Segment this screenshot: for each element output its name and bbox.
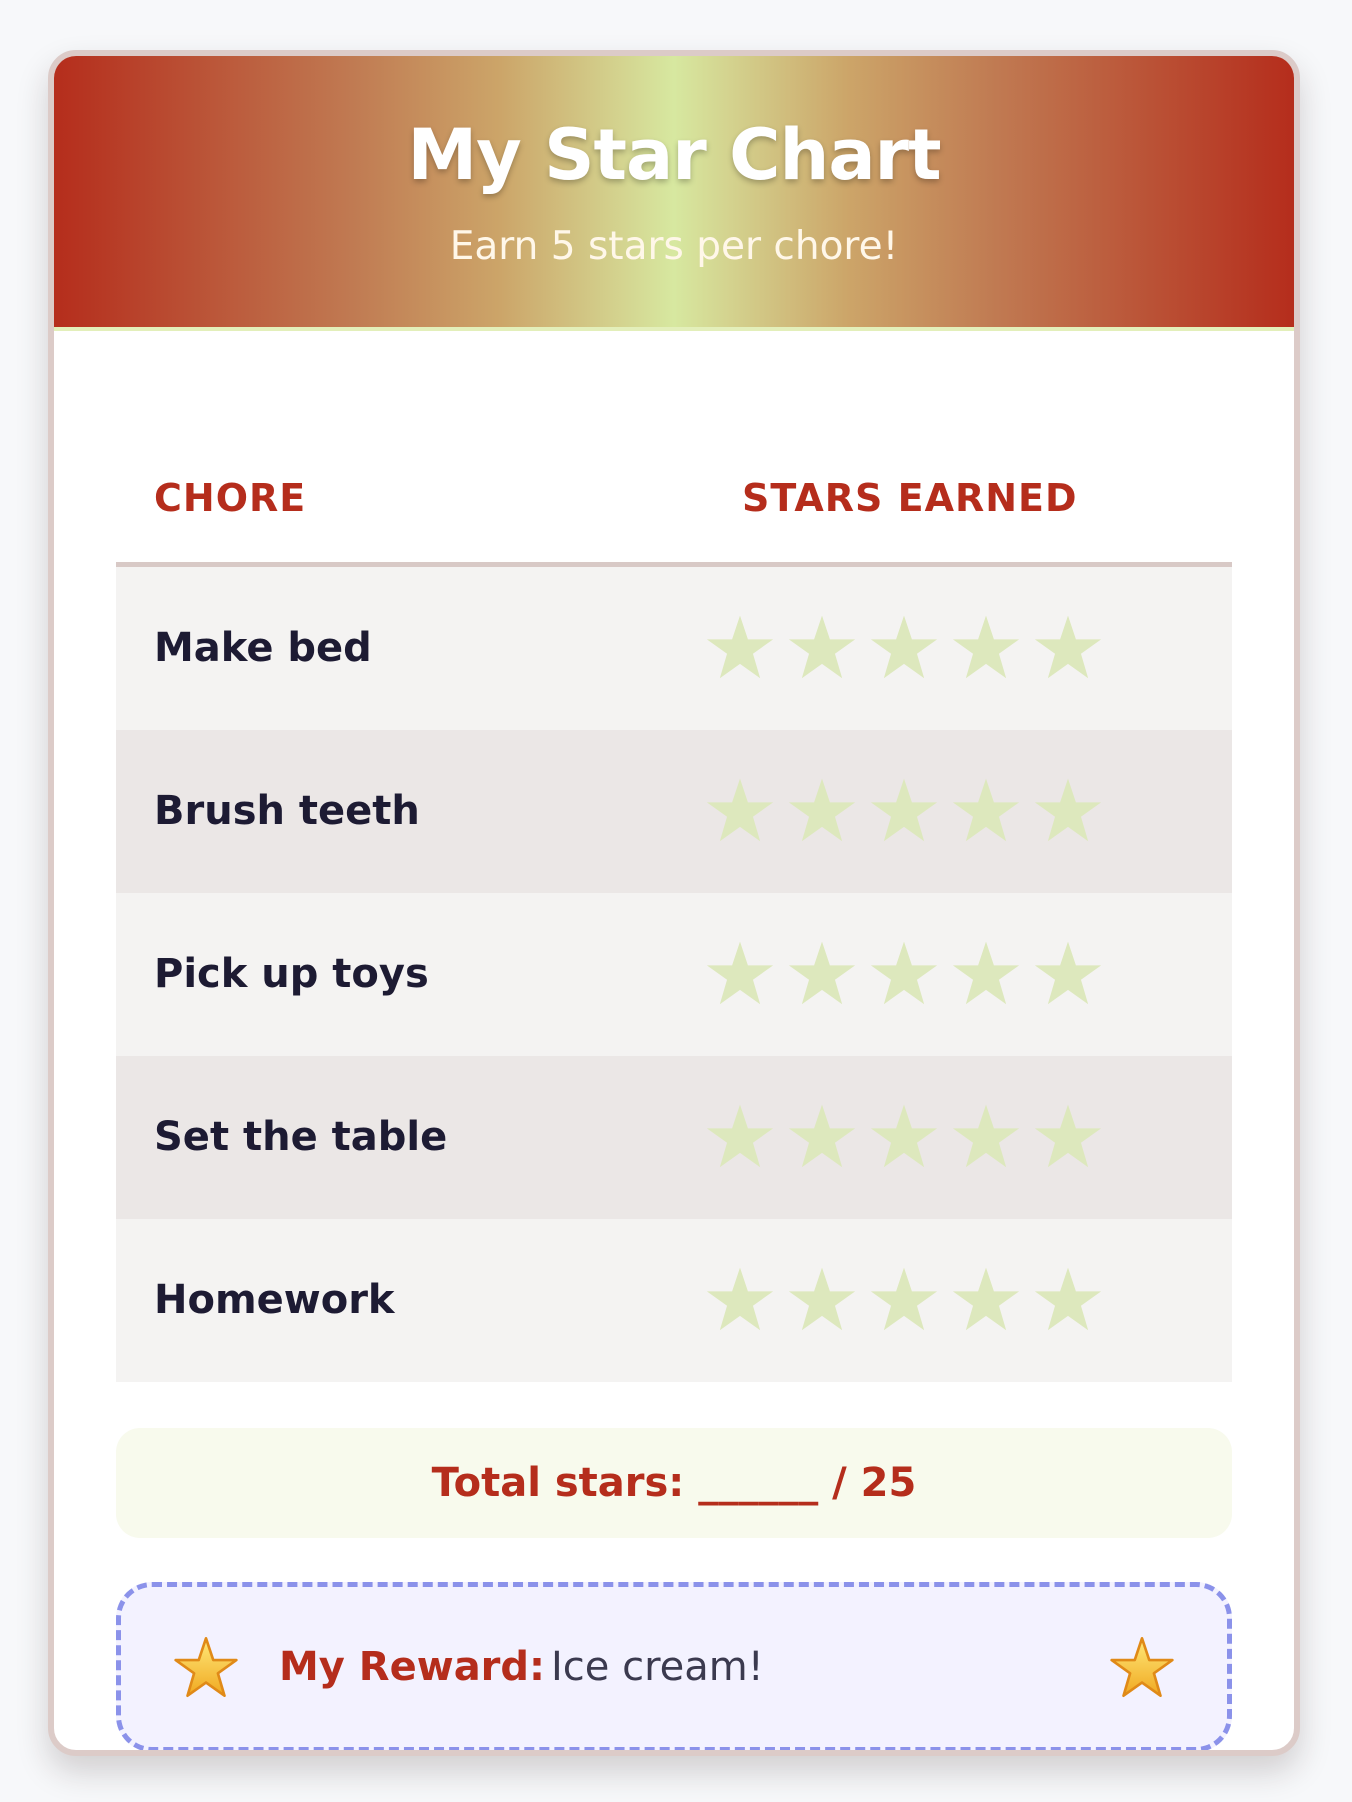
chore-name: Make bed — [154, 625, 372, 671]
star-icon[interactable] — [950, 1101, 1022, 1173]
star-icon[interactable] — [704, 612, 776, 684]
total-stars: Total stars: ______ / 25 — [116, 1428, 1232, 1538]
table-header — [116, 421, 1232, 567]
star-chart-card — [48, 50, 1300, 1756]
chore-table — [116, 567, 1232, 1382]
page-title: My Star Chart — [407, 114, 941, 196]
star-icon[interactable] — [950, 1264, 1022, 1336]
star-icon[interactable] — [704, 1264, 776, 1336]
star-rating — [704, 612, 1104, 684]
star-icon[interactable] — [786, 775, 858, 847]
chore-name: Set the table — [154, 1114, 448, 1160]
star-icon[interactable] — [704, 938, 776, 1010]
chore-name: Homework — [154, 1277, 395, 1323]
star-icon[interactable] — [704, 1101, 776, 1173]
star-icon[interactable] — [868, 1101, 940, 1173]
star-rating — [704, 775, 1104, 847]
star-emoji-icon — [173, 1635, 239, 1701]
column-stars-earned-header: STARS EARNED — [742, 476, 1078, 520]
star-icon[interactable] — [786, 938, 858, 1010]
column-chore-header: CHORE — [154, 476, 307, 520]
star-emoji-icon — [1109, 1635, 1175, 1701]
chore-name: Pick up toys — [154, 951, 429, 997]
star-rating — [704, 1264, 1104, 1336]
table-row — [116, 893, 1232, 1056]
star-icon[interactable] — [786, 1101, 858, 1173]
star-icon[interactable] — [950, 938, 1022, 1010]
star-icon[interactable] — [868, 775, 940, 847]
star-rating — [704, 938, 1104, 1010]
table-row — [116, 1056, 1232, 1219]
star-icon[interactable] — [786, 612, 858, 684]
table-row — [116, 567, 1232, 730]
star-icon[interactable] — [1032, 775, 1104, 847]
star-icon[interactable] — [1032, 938, 1104, 1010]
reward-label: My Reward: — [279, 1644, 546, 1690]
star-icon[interactable] — [868, 612, 940, 684]
reward-box — [116, 1582, 1232, 1752]
chore-name: Brush teeth — [154, 788, 420, 834]
star-icon[interactable] — [786, 1264, 858, 1336]
reward-value: Ice cream! — [551, 1644, 764, 1690]
chart-header — [54, 56, 1294, 331]
star-icon[interactable] — [950, 612, 1022, 684]
table-row — [116, 1219, 1232, 1382]
star-rating — [704, 1101, 1104, 1173]
star-icon[interactable] — [950, 775, 1022, 847]
star-icon[interactable] — [1032, 1101, 1104, 1173]
page-subtitle: Earn 5 stars per chore! — [449, 224, 899, 269]
star-icon[interactable] — [868, 938, 940, 1010]
table-row — [116, 730, 1232, 893]
star-icon[interactable] — [704, 775, 776, 847]
star-icon[interactable] — [1032, 612, 1104, 684]
star-icon[interactable] — [1032, 1264, 1104, 1336]
star-icon[interactable] — [868, 1264, 940, 1336]
